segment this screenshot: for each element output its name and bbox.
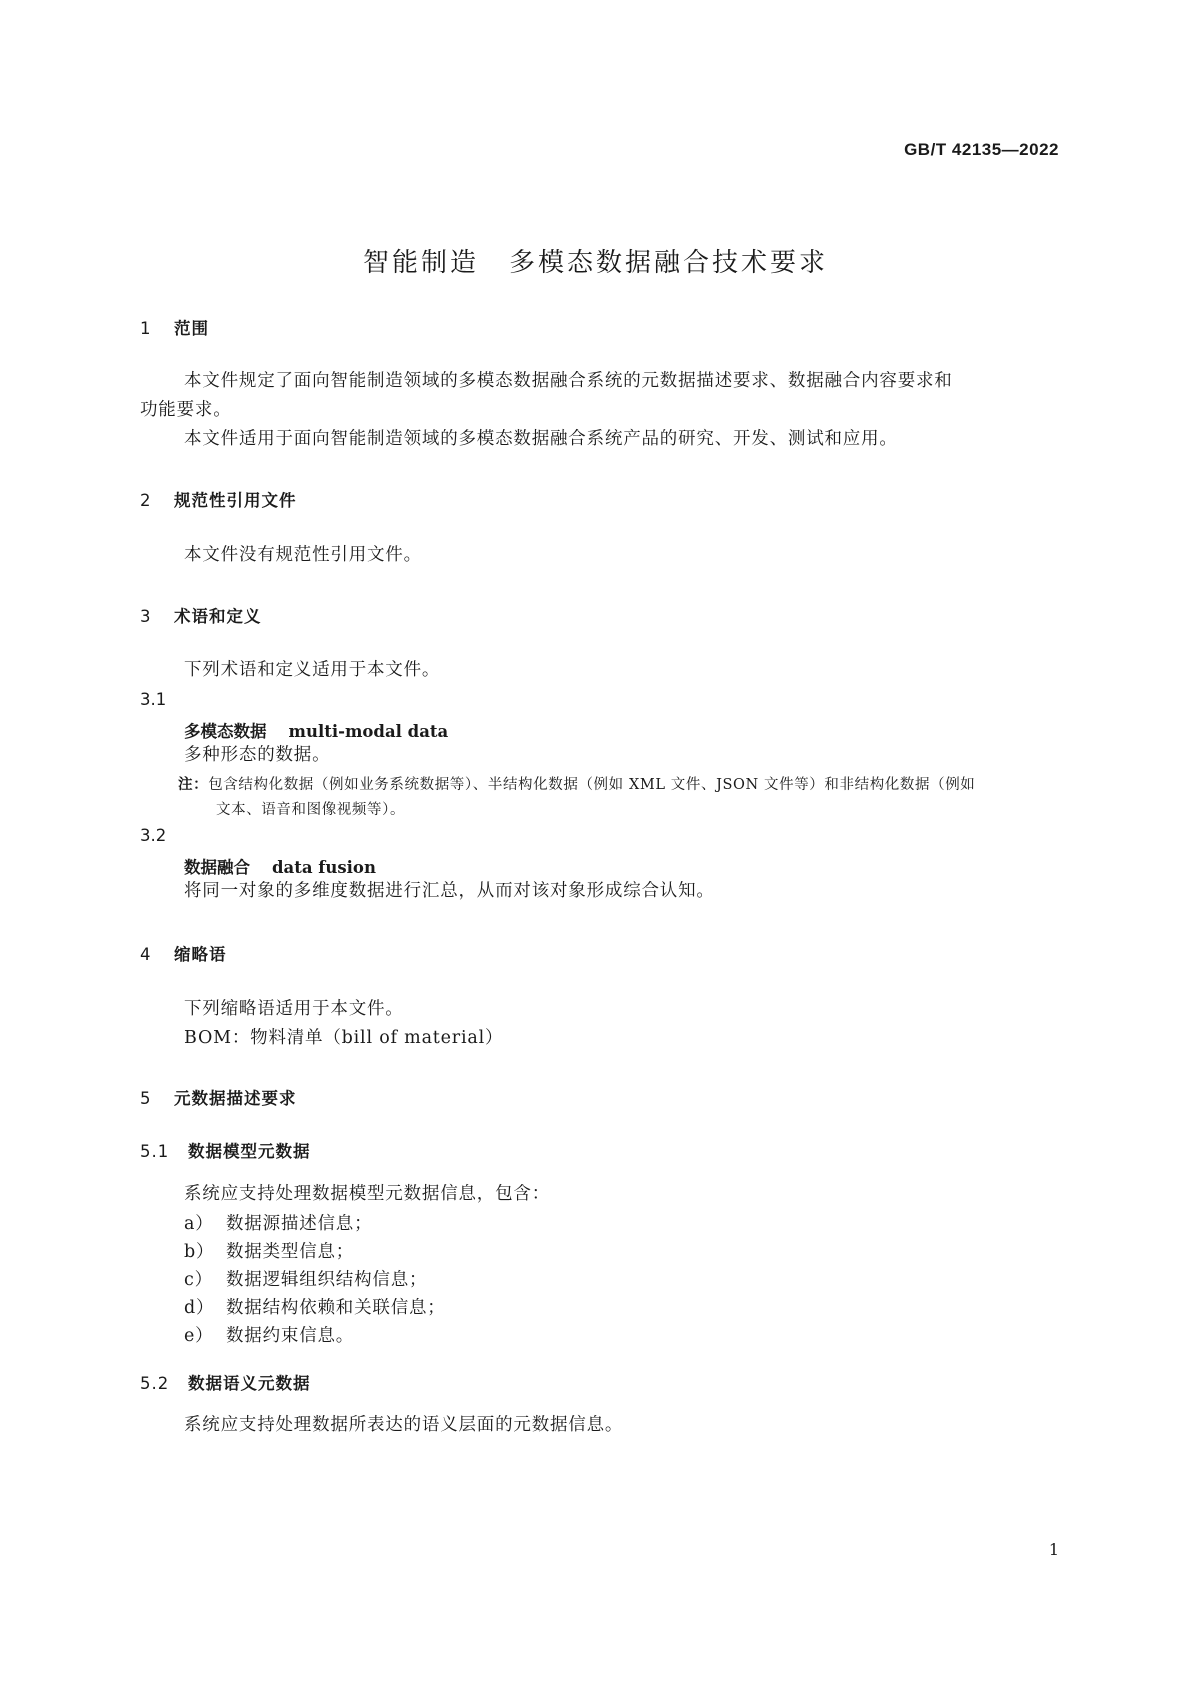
section-5-heading: [140, 1085, 297, 1109]
section-title: 范围: [174, 319, 209, 338]
note-line-1: 包含结构化数据（例如业务系统数据等）、半结构化数据（例如 XML 文件、JSON 文件等）和非结构化数据（例如: [208, 777, 976, 793]
term-3-1-definition: 多种形态的数据。: [184, 745, 331, 765]
term-zh: 数据融合: [184, 858, 250, 877]
term-3-1-note: [178, 773, 1058, 823]
section-title: 元数据描述要求: [174, 1089, 297, 1108]
section-number: 5.2: [140, 1374, 170, 1393]
section-1-heading: [140, 315, 209, 339]
data-model-intro: 系统应支持处理数据模型元数据信息，包含：: [184, 1184, 550, 1204]
list-marker: a）: [184, 1214, 214, 1234]
list-marker: e）: [184, 1326, 214, 1346]
term-3-1-number: 3.1: [140, 690, 167, 709]
standard-code: GB/T 42135—2022: [904, 140, 1059, 159]
term-3-1-title: [184, 718, 448, 742]
title-part-2: 多模态数据融合技术要求: [509, 248, 829, 278]
term-en: multi-modal data: [288, 722, 449, 741]
list-text: 数据结构依赖和关联信息；: [226, 1298, 446, 1318]
list-text: 数据类型信息；: [226, 1242, 355, 1262]
abbreviations-intro: 下列缩略语适用于本文件。: [184, 999, 404, 1019]
section-title: 术语和定义: [174, 607, 262, 626]
section-title: 数据模型元数据: [188, 1142, 311, 1161]
term-zh: 多模态数据: [184, 722, 267, 741]
list-marker: b）: [184, 1242, 215, 1262]
section-5-1-heading: [140, 1138, 311, 1162]
note-label: 注：: [178, 777, 209, 793]
list-item: [184, 1210, 372, 1235]
section-number: 5.1: [140, 1142, 170, 1161]
section-3-heading: [140, 603, 262, 627]
section-title: 缩略语: [174, 945, 227, 964]
section-5-2-heading: [140, 1370, 311, 1394]
scope-paragraph-2: 本文件适用于面向智能制造领域的多模态数据融合系统产品的研究、开发、测试和应用。: [184, 429, 898, 449]
term-3-2-definition: 将同一对象的多维度数据进行汇总，从而对该对象形成综合认知。: [184, 881, 715, 901]
section-number: 4: [140, 945, 152, 964]
list-item: [184, 1322, 354, 1347]
section-number: 5: [140, 1089, 152, 1108]
section-number: 2: [140, 491, 152, 510]
term-en: data fusion: [272, 858, 376, 877]
terms-intro: 下列术语和定义适用于本文件。: [184, 660, 441, 680]
page-number: 1: [1048, 1540, 1059, 1559]
note-line-2: 文本、语音和图像视频等）。: [216, 802, 406, 818]
semantic-metadata-intro: 系统应支持处理数据所表达的语义层面的元数据信息。: [184, 1415, 624, 1435]
scope-paragraph-1-line-1: 本文件规定了面向智能制造领域的多模态数据融合系统的元数据描述要求、数据融合内容要求和: [184, 371, 953, 391]
list-marker: d）: [184, 1298, 215, 1318]
section-number: 1: [140, 319, 152, 338]
list-text: 数据源描述信息；: [226, 1214, 373, 1234]
term-3-2-number: 3.2: [140, 826, 167, 845]
section-2-heading: [140, 487, 297, 511]
normative-references-paragraph: 本文件没有规范性引用文件。: [184, 545, 422, 565]
list-text: 数据逻辑组织结构信息；: [226, 1270, 428, 1290]
section-number: 3: [140, 607, 152, 626]
term-3-2-title: [184, 854, 376, 878]
section-4-heading: [140, 941, 227, 965]
list-item: [184, 1266, 427, 1291]
list-item: [184, 1294, 446, 1319]
list-item: [184, 1238, 354, 1263]
abbreviation-bom: BOM：物料清单（bill of material）: [184, 1028, 504, 1048]
list-marker: c）: [184, 1270, 213, 1290]
section-title: 规范性引用文件: [174, 491, 297, 510]
list-text: 数据约束信息。: [226, 1326, 355, 1346]
scope-paragraph-1-line-2: 功能要求。: [140, 400, 232, 420]
document-title: [0, 242, 1191, 279]
section-title: 数据语义元数据: [188, 1374, 311, 1393]
title-part-1: 智能制造: [362, 248, 479, 278]
